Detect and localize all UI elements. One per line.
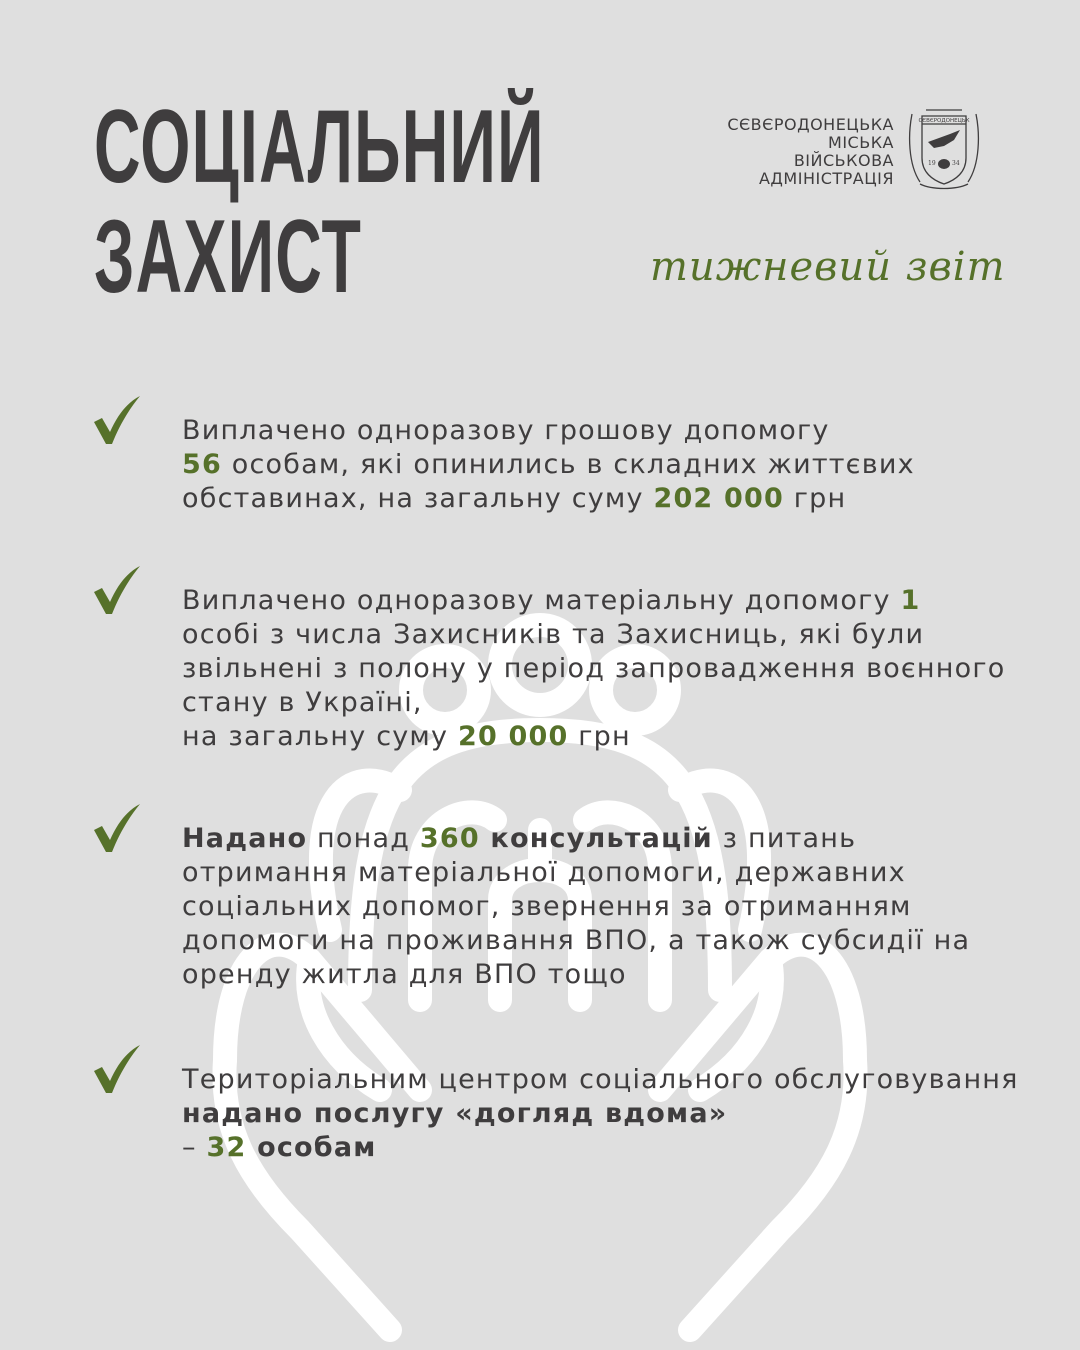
- org-line-2: МІСЬКА: [828, 133, 894, 152]
- emblem-year-right: 34: [952, 160, 960, 167]
- item-text: Територіальним центром соціального обслуговування надано послугу «догляд вдома» – 32 особам: [182, 1064, 1019, 1163]
- org-line-4: АДМІНІСТРАЦІЯ: [758, 169, 894, 188]
- checkmark-icon: [92, 566, 142, 616]
- highlight-number: 360: [419, 823, 480, 854]
- checkmark-icon: [92, 804, 142, 854]
- checkmark-icon: [92, 396, 142, 446]
- highlight-number: 56: [182, 449, 222, 480]
- item-text: Виплачено одноразову матеріальну допомогу 1 особі з числа Захисників та Захисниць, які були звільнені з полону у період запровадження воєнного стану в Україні, на загальну суму 20 000 грн: [182, 585, 1006, 752]
- weekly-report-subtitle: тижневий звіт: [650, 244, 1006, 290]
- highlight-number: 1: [900, 585, 921, 616]
- org-line-3: ВІЙСЬКОВА: [793, 151, 894, 170]
- highlight-amount: 202 000: [653, 483, 784, 514]
- org-line-1: СЄВЄРОДОНЕЦЬКА: [727, 115, 894, 134]
- item-text: Виплачено одноразову грошову допомогу 56 особам, які опинились в складних життєвих обставинах, на загальну суму 202 000 грн: [182, 415, 915, 514]
- highlight-number: 32: [206, 1132, 247, 1163]
- title-line-2: ЗАХИСТ: [94, 199, 363, 315]
- page-title: [94, 89, 545, 315]
- city-emblem-icon: [906, 104, 982, 192]
- highlight-amount: 20 000: [457, 721, 569, 752]
- emblem-bird: [928, 130, 960, 148]
- emblem-year-left: 19: [928, 160, 936, 167]
- organization-name: [727, 116, 894, 188]
- emblem-label: СЄВЄРОДОНЕЦЬК: [918, 118, 970, 124]
- checkmark-icon: [92, 1045, 142, 1095]
- item-text: Надано понад 360 консультацій з питань отримання матеріальної допомоги, державних соціальних допомог, звернення за отриманням допомоги на проживання ВПО, а також субсидії на оренду житла для ВПО тощо: [182, 823, 971, 990]
- title-line-1: СОЦІАЛЬНИЙ: [94, 89, 545, 205]
